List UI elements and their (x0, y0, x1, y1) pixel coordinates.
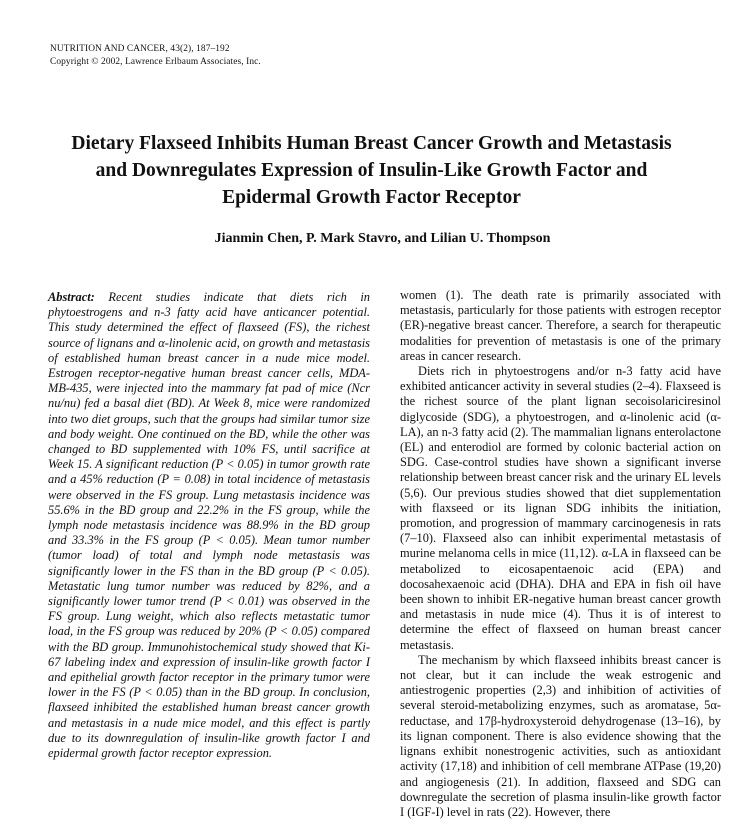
abstract-label: Abstract: (48, 290, 109, 304)
journal-header (50, 43, 261, 68)
author-list: Jianmin Chen, P. Mark Stavro, and Lilian U. Thompson (214, 231, 551, 246)
abstract-column (48, 290, 370, 761)
article-title: Dietary Flaxseed Inhibits Human Breast Cancer Growth and Metastasis and Downregulates Expression of Insulin-Like Growth Factor and Epidermal Growth Factor Receptor (71, 133, 672, 208)
journal-citation: NUTRITION AND CANCER, 43(2), 187–192 (50, 44, 230, 54)
body-paragraph: women (1). The death rate is primarily associated with metastasis, particularly for those patients with estrogen receptor (ER)-negative breast cancer. Therefore, a search for therapeutic modalities for prevention of metastasis is one of the primary areas in cancer research. (400, 288, 721, 363)
body-column (400, 288, 721, 836)
abstract-text: Recent studies indicate that diets rich in phytoestrogens and n-3 fatty acid have anticancer potential. This study determined the effect of flaxseed (FS), the richest source of lignans and α-linolenic acid, on growth and metastasis of established human breast cancer in a nude mice model. Estrogen receptor-negative human breast cancer cells, MDA-MB-435, were injected into the mammary fat pad of mice (Ncr nu/nu) fed a basal diet (BD). At Week 8, mice were randomized into two diet groups, such that the groups had similar tumor size and body weight. One continued on the BD, while the other was changed to BD supplemented with 10% FS, until sacrifice at Week 15. A significant reduction (P < 0.05) in tumor growth rate and a 45% reduction (P = 0.08) in total incidence of metastasis were observed in the FS group. Lung metastasis incidence was 55.6% in the BD group and 22.2% in the FS group, while the lymph node metastasis incidence was 88.9% in the BD group and 33.3% in the FS group (P < 0.05). Mean tumor number (tumor load) of total and lymph node metastasis was significantly lower in the FS than in the BD group (P < 0.05). Metastatic lung tumor number was reduced by 82%, and a significantly lower tumor trend (P < 0.01) was observed in the FS group. Lung weight, which also reflects metastatic tumor load, in the FS group was reduced by 20% (P < 0.05) compared with the BD group. Immunohistochemical study showed that Ki-67 labeling index and expression of insulin-like growth factor I and epithelial growth factor receptor in the primary tumor were lower in the FS (P < 0.05) than in the BD group. In conclusion, flaxseed inhibited the established human breast cancer growth and metastasis in a nude mice model, and this effect is partly due to its downregulation of insulin-like growth factor I and epidermal growth factor receptor expression. (48, 290, 370, 761)
body-paragraph: Diets rich in phytoestrogens and/or n-3 fatty acid have exhibited anticancer activity in several studies (2–4). Flaxseed is the richest source of the plant lignan secoisolariciresinol diglycoside (SDG), a phytoestrogen, and α-linolenic acid (α-LA), an n-3 fatty acid (2). The mammalian lignans enterolactone (EL) and enterodiol are formed by colonic bacterial action on SDG. Case-control studies have shown a significant inverse relationship between breast cancer risk and the urinary EL levels (5,6). Our previous studies showed that diet supplementation with flaxseed or its lignan SDG inhibits the initiation, promotion, and progression of mammary carcinogenesis in rats (7–10). Flaxseed also can inhibit experimental metastasis of murine melanoma cells in mice (11,12). α-LA in flaxseed can be metabolized to eicosapentaenoic acid (EPA) and docosahexaenoic acid (DHA). DHA and EPA in fish oil have been shown to inhibit ER-negative human breast cancer growth and metastasis in nude mice (4). Thus it is of interest to determine the effect of flaxseed on human breast cancer metastasis. (400, 364, 721, 652)
body-paragraph: The mechanism by which flaxseed inhibits breast cancer is not clear, but it can include the weak estrogenic and antiestrogenic properties (2,3) and inhibition of activities of several steroid-metabolizing enzymes, such as aromatase, 5α-reductase, and 17β-hydroxysteroid dehydrogenase (13–16), by its lignan component. There is also evidence showing that the lignans exhibit nonestrogenic activities, such as antioxidant activity (17,18) and inhibition of cell membrane ATPase (19,20) and angiogenesis (21). In addition, flaxseed and SDG can downregulate the secretion of plasma insulin-like growth factor I (IGF-I) level in rats (22). However, there (400, 652, 721, 819)
copyright-notice: Copyright © 2002, Lawrence Erlbaum Associates, Inc. (50, 56, 261, 67)
